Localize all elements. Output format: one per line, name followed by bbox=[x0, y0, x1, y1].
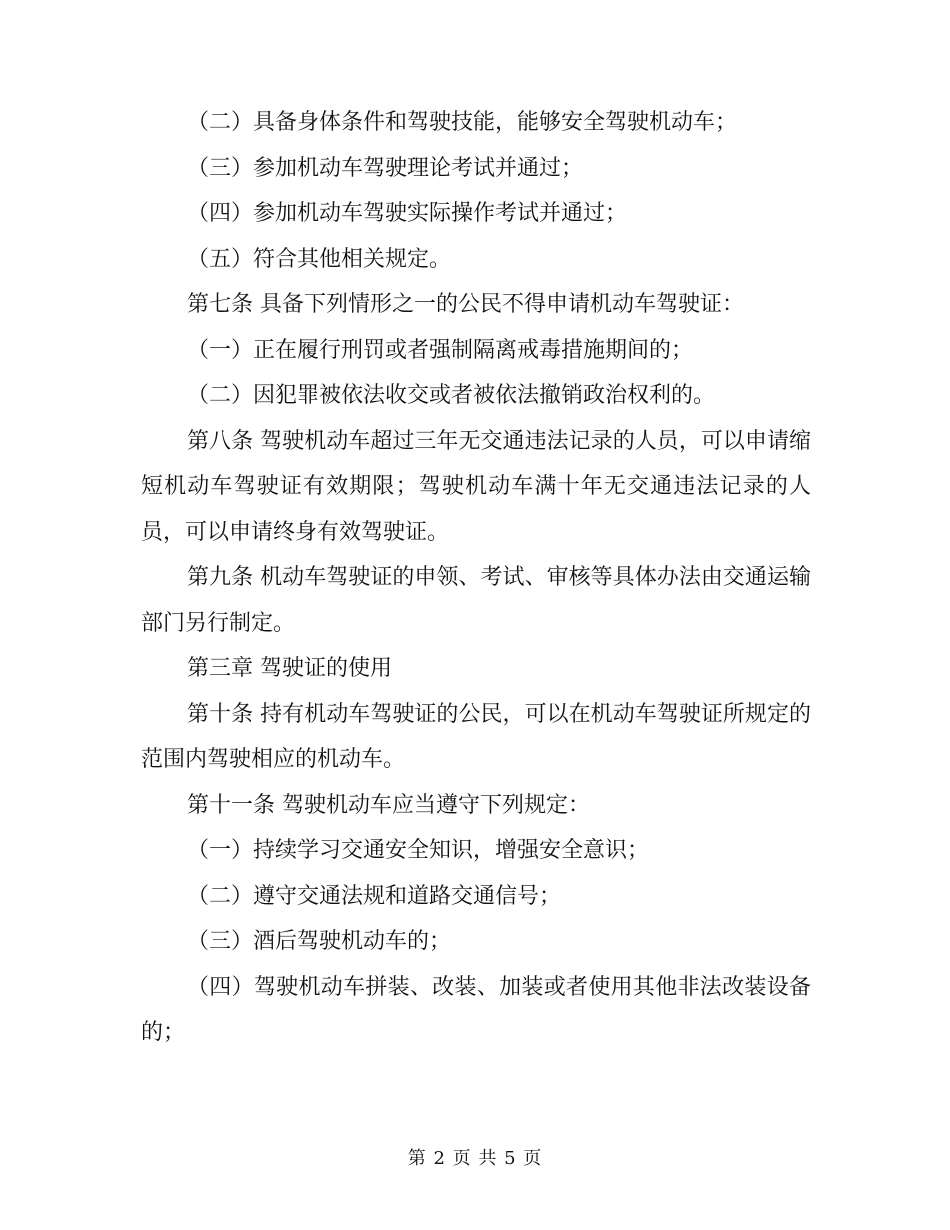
paragraph: （五）符合其他相关规定。 bbox=[187, 246, 452, 272]
article-9: 第九条 机动车驾驶证的申领、考试、审核等具体办法由交通运输部门另行制定。 bbox=[141, 565, 811, 636]
paragraph: （二）遵守交通法规和道路交通信号； bbox=[187, 883, 562, 909]
paragraph: （一）持续学习交通安全知识，增强安全意识； bbox=[187, 838, 650, 863]
article-10: 第十条 持有机动车驾驶证的公民，可以在机动车驾驶证所规定的范围内驾驶相应的机动车。 bbox=[141, 701, 811, 772]
paragraph: （四）驾驶机动车拼装、改装、加装或者使用其他非法改装设备的； bbox=[141, 974, 811, 1045]
paragraph: （三）参加机动车驾驶理论考试并通过； bbox=[187, 155, 584, 181]
article-11-heading: 第十一条 驾驶机动车应当遵守下列规定： bbox=[187, 792, 590, 818]
article-7-heading: 第七条 具备下列情形之一的公民不得申请机动车驾驶证： bbox=[187, 292, 744, 317]
paragraph: （三）酒后驾驶机动车的； bbox=[187, 929, 452, 954]
chapter-3-heading: 第三章 驾驶证的使用 bbox=[187, 656, 392, 681]
article-8: 第八条 驾驶机动车超过三年无交通违法记录的人员，可以申请缩短机动车驾驶证有效期限；驾驶机动车满十年无交通违法记录的人员，可以申请终身有效驾驶证。 bbox=[141, 428, 811, 545]
page-number-footer: 第 2 页 共 5 页 bbox=[407, 1148, 543, 1169]
paragraph: （四）参加机动车驾驶实际操作考试并通过； bbox=[187, 201, 628, 226]
paragraph: （二）因犯罪被依法收交或者被依法撤销政治权利的。 bbox=[187, 383, 716, 408]
paragraph: （一）正在履行刑罚或者强制隔离戒毒措施期间的； bbox=[187, 337, 694, 363]
document-body bbox=[141, 100, 811, 1056]
paragraph: （二）具备身体条件和驾驶技能，能够安全驾驶机动车； bbox=[187, 110, 738, 135]
